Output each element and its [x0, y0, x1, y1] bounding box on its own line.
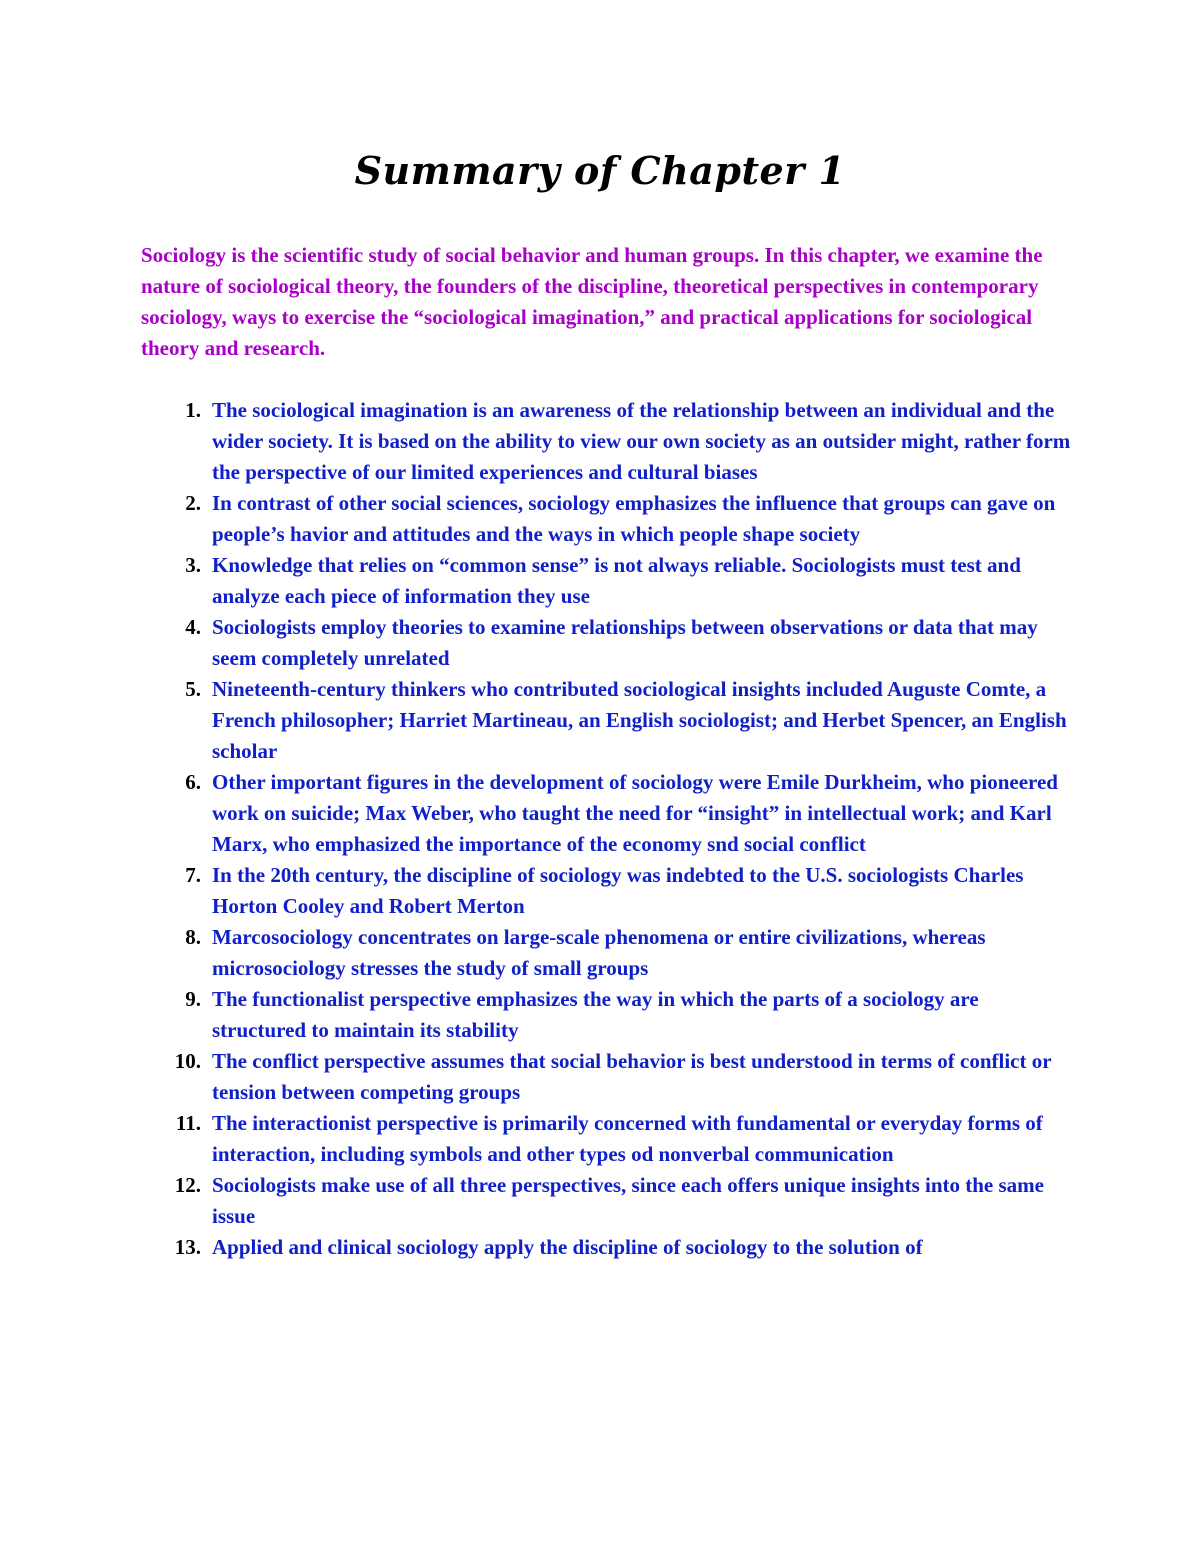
- list-item: [141, 1108, 1071, 1170]
- list-item-number: 10.: [174, 1049, 201, 1073]
- list-item-text: The conflict perspective assumes that social behavior is best understood in terms of conflict or tension between competing groups: [212, 1049, 1052, 1104]
- intro-paragraph: Sociology is the scientific study of social behavior and human groups. In this chapter, we examine the nature of sociological theory, the founders of the discipline, theoretical perspectives in contemporary sociology, ways to exercise the “sociological imagination,” and practical applications for sociological theory and research.: [141, 243, 1043, 360]
- page-title: Summary of Chapter 1: [354, 148, 846, 193]
- list-item-text: In the 20th century, the discipline of sociology was indebted to the U.S. sociologists Charles Horton Cooley and Robert Merton: [212, 863, 1024, 918]
- list-item-text: Other important figures in the development of sociology were Emile Durkheim, who pioneered work on suicide; Max Weber, who taught the need for “insight” in intellectual work; and Karl Marx, who emphasized the importance of the economy snd social conflict: [212, 770, 1058, 856]
- list-item-text: Marcosociology concentrates on large-scale phenomena or entire civilizations, whereas microsociology stresses the study of small groups: [212, 925, 986, 980]
- summary-list: [141, 395, 1071, 1263]
- list-item-number: 2.: [185, 491, 201, 515]
- list-item: [141, 767, 1071, 860]
- list-item-text: Sociologists employ theories to examine relationships between observations or data that may seem completely unrelated: [212, 615, 1038, 670]
- list-item: [141, 922, 1071, 984]
- list-item: [141, 395, 1071, 488]
- list-item-number: 1.: [185, 398, 201, 422]
- list-item-text: Knowledge that relies on “common sense” is not always reliable. Sociologists must test and analyze each piece of information they use: [212, 553, 1021, 608]
- list-item-number: 12.: [174, 1173, 201, 1197]
- list-item-text: The interactionist perspective is primarily concerned with fundamental or everyday forms of interaction, including symbols and other types od nonverbal communication: [212, 1111, 1043, 1166]
- list-item-text: Applied and clinical sociology apply the discipline of sociology to the solution of: [212, 1235, 923, 1259]
- list-item-number: 7.: [185, 863, 201, 887]
- list-item-number: 4.: [185, 615, 201, 639]
- list-item-number: 5.: [185, 677, 201, 701]
- list-item: [141, 984, 1071, 1046]
- list-item-number: 6.: [185, 770, 201, 794]
- list-item: [141, 488, 1071, 550]
- list-item: [141, 674, 1071, 767]
- list-item: [141, 1232, 1071, 1263]
- list-item: [141, 612, 1071, 674]
- list-item-number: 11.: [175, 1111, 201, 1135]
- list-item-text: The sociological imagination is an awareness of the relationship between an individual and the wider society. It is based on the ability to view our own society as an outsider might, rather form the perspective of our limited experiences and cultural biases: [212, 398, 1071, 484]
- list-item-text: The functionalist perspective emphasizes the way in which the parts of a sociology are structured to maintain its stability: [212, 987, 979, 1042]
- list-item: [141, 1170, 1071, 1232]
- list-item-number: 9.: [185, 987, 201, 1011]
- list-item-text: In contrast of other social sciences, sociology emphasizes the influence that groups can gave on people’s havior and attitudes and the ways in which people shape society: [212, 491, 1056, 546]
- list-item-number: 13.: [174, 1235, 201, 1259]
- list-item-number: 8.: [185, 925, 201, 949]
- list-item: [141, 860, 1071, 922]
- list-item: [141, 550, 1071, 612]
- list-item: [141, 1046, 1071, 1108]
- list-item-text: Sociologists make use of all three perspectives, since each offers unique insights into the same issue: [212, 1173, 1044, 1228]
- list-item-number: 3.: [185, 553, 201, 577]
- list-item-text: Nineteenth-century thinkers who contributed sociological insights included Auguste Comte, a French philosopher; Harriet Martineau, an English sociologist; and Herbet Spencer, an English scholar: [212, 677, 1067, 763]
